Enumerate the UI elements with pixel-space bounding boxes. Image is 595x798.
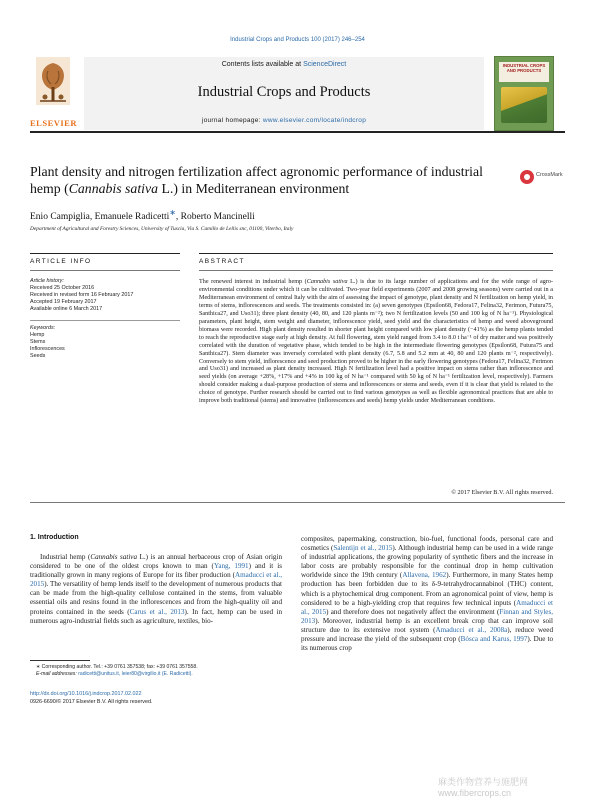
email-links[interactable]: radicetti@unitus.it, leier80@virgilio.it (E. Radicetti). [78, 671, 193, 677]
doi-link[interactable]: http://dx.doi.org/10.1016/j.indcrop.2017.02.022 [30, 691, 142, 697]
email-label: E-mail addresses: [36, 671, 79, 677]
keyword: Inflorescences [30, 345, 65, 352]
abstract-copyright: © 2017 Elsevier B.V. All rights reserved. [451, 489, 553, 496]
info-divider [30, 320, 180, 321]
contents-line [84, 61, 484, 68]
abstract-text-2: L.) is due to its large number of applications and for the wide range of agro-environmental conditions under which it can be cultivated. Two-year field experiments (2007 and 2008 growing seasons) were carried out in a Mediterranean environment of central Italy with the aim of assessing the impact of genotype, plant density and N fertilization on hemp yield, in terms of stems, inflorescences and seeds. The treatments consisted in: (a) seven genotypes (Epsilon68, Fedora17, Felina32, Ferimon, Futura75, Santhica27, and Uso31); three plant density (40, 80, and 120 plants m⁻²); two N fertilization levels (50 and 100 kg of N ha⁻¹). Physiological parameters, plant height, stem weight and diameter, inflorescence yield, seed yield and the characteristics of hemp and weed aboveground biomass were recorded. High plant density resulted in shorter plant height compared with low plant density (−41%) as the hemp plants tended to reach the reproductive stage early at high density. At full flowering, stem yield ranged from 3.4 to 8.0 t ha⁻¹ of dry matter and was positively correlated with the duration of vegetative phase, which tended to be high in the intermediate flowering genotypes (Epsilon68, Futura75 and Santhica27). Stem diameter was inversely correlated with plant density (6.7, 5.8 and 5.2 mm at 40, 80 and 120 plants m⁻², respectively). Conversely to stem yield, inflorescence and seed production proved to be higher in the early flowering genotypes (Fedora17, Felina32, Ferimon and Uso31) and increased as plant density increased. High N fertilization level had a positive impact on stems rather than inflorescence and seed yields (on average +28%, +17% and +4% in 100 kg of N ha⁻¹ compared with 50 kg of N ha⁻¹ fertilization level, respectively). Farmers should consider making a dual-purpose production of stems and inflorescences or stems and seeds, even if it is clear that yield is related to the choice of genotype. Further research should be carried out to find various genotypes as well as flexible agronomical practices that are able to improve both traditional (stems) and innovative (inflorescences and seeds) hemp yields under Mediterranean conditions. [199, 279, 553, 405]
abstract-text-1: The renewed interest in industrial hemp ( [199, 279, 307, 285]
keywords-label: Keywords: [30, 324, 56, 331]
title-text-2: L.) in Mediterranean environment [158, 181, 350, 196]
elsevier-tree-icon [36, 57, 70, 105]
sciencedirect-link[interactable]: ScienceDirect [303, 61, 347, 68]
keyword: Seeds [30, 352, 46, 359]
text-run: ). Moreover, industrial hemp is an excellent break crop that can improve soil structure due to its extensive root system ( [301, 616, 553, 634]
journal-homepage [84, 117, 484, 124]
elsevier-wordmark: ELSEVIER [30, 118, 77, 128]
text-run: Industrial hemp ( [40, 553, 91, 561]
intro-paragraph [301, 535, 553, 653]
crossmark-label: CrossMark [536, 172, 563, 178]
title-text-1: Plant density and nitrogen fertilization affect agronomic performance of industrial hemp ( [30, 164, 483, 196]
history-label: Article history: [30, 278, 64, 284]
citation-link[interactable]: Allavena, 1962 [402, 571, 447, 580]
text-run: ) and it is traditionally grown in many regions of Europe for its fiber production ( [30, 562, 283, 580]
authors-text-1: Enio Campiglia, Emanuele Radicetti [30, 212, 170, 223]
citation-link[interactable]: Finnan and Styles, 2013 [301, 607, 553, 625]
history-item: Accepted 19 February 2017 [30, 299, 97, 305]
article-info-subrule [30, 270, 180, 271]
citation-link[interactable]: Carus et al., 2013 [129, 607, 185, 616]
corresponding-author-note: ∗ Corresponding author. Tel.: +39 0761 357538; fax: +39 0761 357558. [36, 664, 198, 670]
text-run: ). The versatility of hemp lends itself to the development of numerous products that can be made from the high-quality cellulose contained in the stems, from valuable essential oils and resins found in the inflorescences and from the high-quality oil and proteins contained in the seeds ( [30, 580, 282, 616]
issn-copyright: 0926-6690/© 2017 Elsevier B.V. All rights reserved. [30, 699, 153, 705]
abstract-species: Cannabis sativa [306, 279, 348, 285]
text-run: composites, papermaking, construction, bio-fuel, functional foods, personal care and cosmetics ( [301, 535, 553, 553]
site-watermark: 麻类作物营养与施肥网 www.fibercrops.cn [438, 777, 529, 798]
affiliation: Department of Agricultural and Forestry Sciences, University of Tuscia, Via S. Camillo de Lellis snc, 01100, Viterbo, Italy [30, 226, 294, 232]
citation-link[interactable]: Amaducci et al., 2008a [435, 625, 508, 634]
footnote-rule [30, 660, 90, 661]
keyword: Stems [30, 338, 46, 345]
citation-link[interactable]: Amaducci et al., 2015 [30, 571, 283, 589]
introduction-heading: 1. Introduction [30, 534, 79, 541]
history-item: Available online 6 March 2017 [30, 306, 103, 312]
text-run: L.) is an annual herbaceous crop of Asian origin considered to be one of the oldest crops known to man ( [30, 553, 282, 571]
crossmark-icon [520, 170, 534, 184]
text-run: ). Furthermore, in many States hemp production has been forbidden due to its δ-9-tetrahydrocannabinol (THC) content, which is a phytochemical drug component. From an agronomical point of view, hemp is considered to be a high-yielding crop that requires few technical inputs ( [301, 571, 554, 607]
text-run: ). In fact, hemp can be used in numerous agro-industrial fields such as agriculture, textiles, bio- [30, 607, 282, 625]
intro-paragraph [30, 553, 282, 626]
abstract-subrule [199, 270, 553, 271]
intro-column-1 [30, 553, 282, 626]
header-rule [30, 131, 565, 133]
history-item: Received in revised form 16 February 2017 [30, 292, 134, 298]
title-species: Cannabis sativa [68, 181, 159, 196]
contents-prefix: Contents lists available at [221, 61, 304, 68]
corresponding-footnote [30, 664, 330, 678]
article-info-rule [30, 253, 180, 254]
abstract-body [199, 279, 553, 406]
email-line [30, 671, 330, 678]
intro-column-2 [301, 535, 553, 653]
text-run: ), reduce weed pressure and increase the yield of the subsequent crop ( [301, 625, 553, 644]
history-item: Received 25 October 2016 [30, 285, 95, 291]
citation-link[interactable]: Bósca and Karus, 1997 [460, 635, 528, 644]
journal-name: Industrial Crops and Products [197, 84, 371, 100]
abstract-heading: ABSTRACT [199, 258, 245, 265]
text-run: ). Due to its numerous crop [301, 635, 553, 653]
homepage-label: journal homepage: [201, 117, 263, 124]
text-run: ) and therefore does not negatively affect the environment ( [326, 607, 500, 616]
corresponding-author-marker[interactable]: ∗ [169, 208, 176, 217]
text-run: ). Although industrial hemp can be used in a wide range of industrial applications, the growing popularity of synthetic fibers and the increase in labor costs are probably responsible for the continual drop in hemp cultivation worldwide since the 19th century ( [301, 544, 553, 580]
crossmark-badge[interactable] [520, 170, 563, 186]
abstract-rule [199, 253, 553, 254]
elsevier-logo [30, 54, 76, 130]
author-list [30, 208, 255, 222]
species-name: Cannabis sativa [90, 553, 138, 561]
article-title [30, 163, 490, 197]
homepage-link[interactable]: www.elsevier.com/locate/indcrop [262, 117, 367, 124]
cover-field-image [501, 87, 547, 123]
keyword: Hemp [30, 331, 45, 338]
article-info-heading: ARTICLE INFO [30, 258, 92, 265]
citation-link[interactable]: Yang, 1991 [213, 562, 249, 571]
abstract-end-rule [30, 502, 565, 503]
citation-link[interactable]: Amaducci et al., 2015 [301, 598, 553, 616]
journal-cover-thumbnail[interactable] [494, 56, 554, 131]
journal-citation[interactable]: Industrial Crops and Products 100 (2017) 246–254 [230, 37, 365, 43]
authors-text-2: , Roberto Mancinelli [175, 212, 255, 223]
citation-link[interactable]: Salentijn et al., 2015 [333, 544, 393, 553]
article-info [30, 278, 180, 360]
cover-title: INDUSTRIAL CROPS AND PRODUCTS [502, 63, 546, 73]
